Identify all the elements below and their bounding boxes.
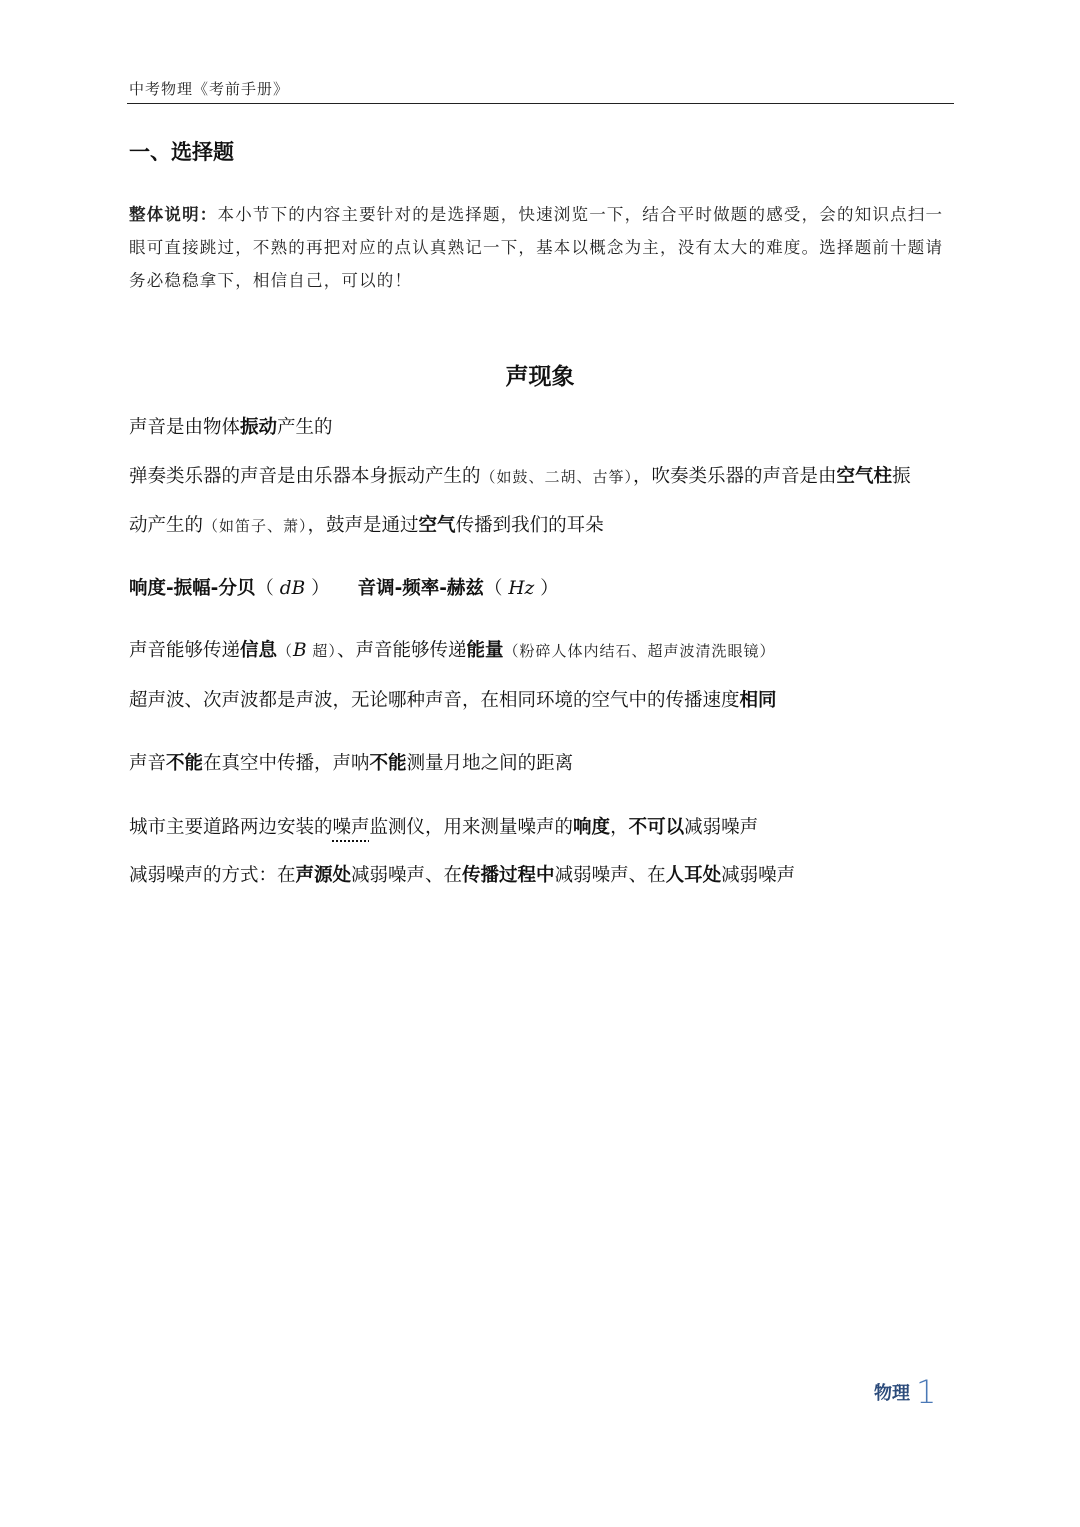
text: 声音是由物体 (129, 417, 241, 438)
unit-symbol: dB (279, 578, 306, 599)
bold-term: 信息 (240, 640, 278, 661)
text: 声音能够传递 (129, 640, 241, 661)
bold-term: 不能 (369, 753, 407, 774)
bold-term: 振动 (240, 417, 278, 438)
bold-term: 响度-振幅-分贝 (129, 578, 256, 599)
paren: （ (277, 642, 294, 660)
header-divider (127, 103, 954, 104)
bold-term: 传播过程中 (462, 865, 555, 886)
bold-term: 能量 (466, 640, 504, 661)
text: 动产生的 (129, 515, 204, 536)
intro-text: 本小节下的内容主要针对的是选择题，快速浏览一下，结合平时做题的感受，会的知识点扫一眼可直接跳过，不熟的再把对应的点认真熟记一下，基本以概念为主，没有太大的难度。选择题前十题请务必稳稳拿下，相信自己，可以的！ (129, 205, 944, 290)
emphasis-dotted: 噪声 (332, 817, 370, 838)
page-footer (874, 1373, 936, 1411)
text: 传播到我们的耳朵 (455, 515, 604, 536)
text: ，鼓声是通过 (307, 515, 419, 536)
paren: （ (255, 578, 280, 599)
note-line-1 (129, 413, 333, 439)
example-note: （粉碎人体内结石、超声波清洗眼镜） (503, 642, 776, 660)
bold-term: 声源处 (295, 865, 352, 886)
note-line-3 (129, 511, 604, 537)
example-note: （如鼓、二胡、古筝） (480, 468, 634, 486)
symbol: B (293, 640, 307, 661)
example-note: （如笛子、萧） (203, 517, 308, 535)
unit-symbol: Hz (508, 578, 535, 599)
note-line-5 (129, 636, 775, 662)
note-line-8 (129, 813, 758, 839)
text: 弹奏类乐器的声音是由乐器本身振动产生的 (129, 466, 481, 487)
text: 声音 (129, 753, 167, 774)
running-header: 中考物理《考前手册》 (129, 80, 290, 98)
text: 在真空中传播，声呐 (203, 753, 370, 774)
text: 监测仪，用来测量噪声的 (369, 817, 574, 838)
bold-term: 不能 (166, 753, 204, 774)
bold-term: 响度 (573, 817, 611, 838)
text: ，吹奏类乐器的声音是由 (633, 466, 837, 487)
paren: ） (305, 578, 330, 599)
text: 测量月地之间的距离 (406, 753, 574, 774)
paren: ） (534, 578, 559, 599)
text: 超声波、次声波都是声波，无论哪种声音，在相同环境的空气中的传播速度 (129, 690, 740, 711)
note-line-9 (129, 861, 795, 887)
note-line-4 (129, 574, 559, 600)
note-line-6 (129, 686, 777, 712)
footer-subject: 物理 (874, 1383, 910, 1404)
paren: （ (483, 578, 509, 599)
intro-lead: 整体说明： (129, 205, 218, 224)
text: ， (610, 817, 629, 838)
page-number: 1 (916, 1373, 937, 1411)
text: 减弱噪声的方式：在 (129, 865, 296, 886)
bold-term: 空气 (418, 515, 456, 536)
text: 振 (892, 466, 911, 487)
text: 减弱噪声、在 (351, 865, 463, 886)
example-note: 超） (306, 642, 337, 660)
text: 产生的 (277, 417, 333, 438)
text: 城市主要道路两边安装的 (129, 817, 333, 838)
section-title: 一、选择题 (129, 140, 234, 164)
note-line-2 (129, 462, 911, 488)
bold-term: 人耳处 (665, 865, 722, 886)
text: 减弱噪声 (684, 817, 759, 838)
text: 减弱噪声 (721, 865, 796, 886)
bold-term: 相同 (739, 690, 777, 711)
note-line-7 (129, 749, 573, 775)
bold-term: 空气柱 (836, 466, 893, 487)
bold-term: 音调-频率-赫兹 (357, 578, 484, 599)
text: 、声音能够传递 (336, 640, 467, 661)
intro-paragraph (129, 198, 955, 297)
topic-title: 声现象 (505, 364, 575, 390)
text: 减弱噪声、在 (554, 865, 666, 886)
bold-term: 不可以 (628, 817, 685, 838)
